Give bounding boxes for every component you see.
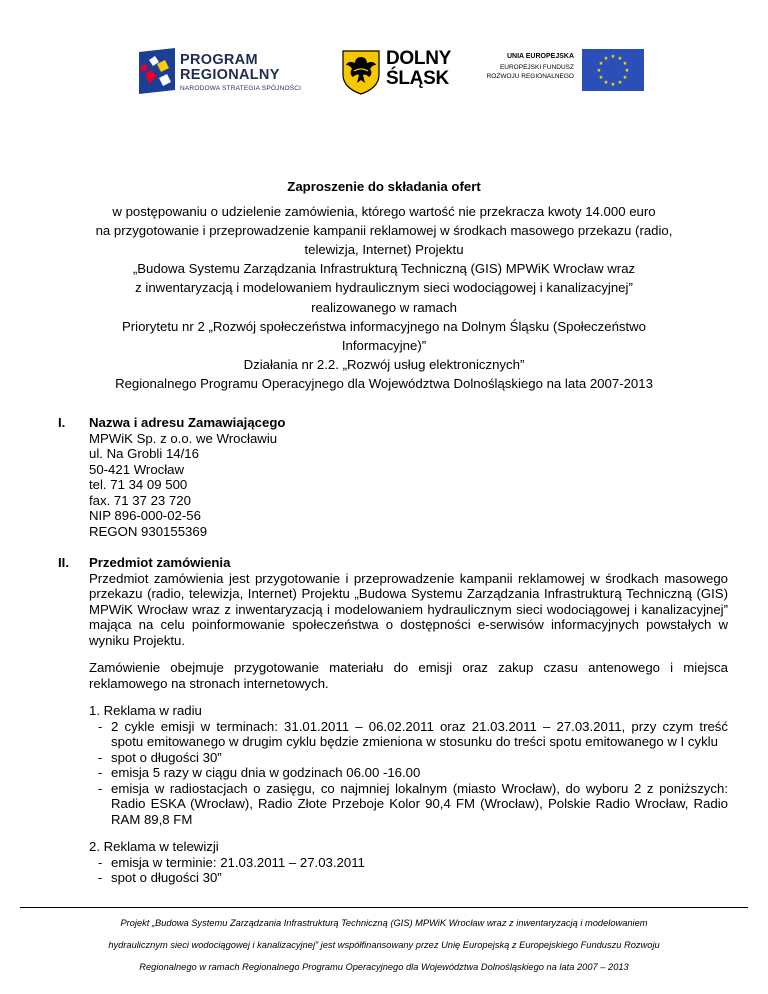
list-item: [89, 703, 728, 827]
strategia-text: NARODOWA STRATEGIA SPÓJNOŚCI: [180, 85, 302, 92]
section-title: Przedmiot zamówienia: [89, 555, 231, 570]
regionalny-text: REGIONALNY: [180, 67, 280, 83]
section-number: II.: [58, 555, 69, 570]
svg-text:★: ★: [624, 68, 630, 74]
footer-line: Regionalnego w ramach Regionalnego Programu Operacyjnego dla Województwa Dolnośląskiego na lata 2007 – 2013: [139, 962, 629, 972]
program-regionalny-emblem-icon: [135, 46, 179, 98]
footer-divider: [20, 907, 748, 908]
requirements-list: [89, 703, 728, 886]
eu-flag-icon: [582, 49, 644, 91]
program-text: PROGRAM: [180, 52, 258, 68]
fundusz-text: EUROPEJSKI FUNDUSZ: [499, 64, 574, 71]
svg-text:★: ★: [598, 75, 604, 81]
paragraph: Zamówienie obejmuje przygotowanie materiału do emisji oraz zakup czasu antenowego i miejsca reklamowego na stronach internetowych.: [89, 660, 728, 691]
address-line: REGON 930155369: [89, 523, 208, 539]
svg-text:★: ★: [598, 61, 604, 67]
footer: [20, 912, 748, 978]
dolny-slask-eagle-shield-icon: [340, 49, 382, 95]
dash-item: - spot o długości 30”: [98, 750, 728, 766]
svg-text:★: ★: [603, 80, 609, 86]
unia-europejska-logo: [484, 49, 644, 95]
section-title: Nazwa i adresu Zamawiającego: [89, 415, 286, 430]
rozwoju-text: ROZWOJU REGIONALNEGO: [486, 73, 574, 80]
dash-list: [98, 855, 728, 886]
title-line: realizowanego w ramach: [311, 299, 457, 315]
address-line: fax. 71 37 23 720: [89, 492, 191, 508]
svg-text:★: ★: [617, 80, 623, 86]
address-line: 50-421 Wrocław: [89, 461, 185, 477]
address-block: [89, 431, 728, 540]
title-block: [60, 177, 708, 393]
section-przedmiot: [58, 555, 728, 886]
title-line: na przygotowanie i przeprowadzenie kampanii reklamowej w środkach masowego przekazu (radio,: [95, 223, 673, 239]
list-item-title: 1. Reklama w radiu: [89, 703, 202, 718]
title-line: Działania nr 2.2. „Rozwój usług elektronicznych”: [243, 356, 525, 372]
dash-item: - emisja w radiostacjach o zasięgu, co najmniej lokalnym (miasto Wrocław), do wyboru 2 z poniższych: Radio ESKA (Wrocław), Radio Złote Przeboje Kolor 90,4 FM (Wrocław), Polskie Radio Wrocław, Radio RAM 89,8 FM: [98, 781, 728, 828]
title-line: Priorytetu nr 2 „Rozwój społeczeństwa informacyjnego na Dolnym Śląsku (Społeczeństwo: [121, 318, 647, 334]
list-item: [89, 839, 728, 886]
svg-text:★: ★: [610, 54, 616, 60]
title-line: „Budowa Systemu Zarządzania Infrastrukturą Techniczną (GIS) MPWiK Wrocław wraz: [132, 261, 636, 277]
title-line: telewizja, Internet) Projektu: [304, 242, 464, 258]
unia-text: UNIA EUROPEJSKA: [506, 53, 574, 60]
svg-text:★: ★: [610, 82, 616, 88]
address-line: tel. 71 34 09 500: [89, 477, 188, 492]
dash-list: [98, 719, 728, 828]
paragraph: Przedmiot zamówienia jest przygotowanie i przeprowadzenie kampanii reklamowej w środkach masowego przekazu (radio, telewizja, Internet) Projektu „Budowa Systemu Zarządzania Infrastrukturą Techniczną (GIS) MPWiK Wrocław wraz z inwentaryzacją i modelowaniem hydraulicznym sieci wodociągowej i kanalizacyjnej” mająca na celu poinformowanie społeczeństwa o dostępności e-serwisów informacyjnych powstałych w wyniku Projektu.: [89, 570, 728, 648]
svg-text:★: ★: [622, 75, 628, 81]
svg-text:★: ★: [622, 61, 628, 67]
address-line: ul. Na Grobli 14/16: [89, 446, 199, 461]
dolny-slask-logo: [340, 49, 460, 97]
svg-text:★: ★: [596, 68, 602, 74]
dash-item: - spot o długości 30”: [98, 870, 728, 886]
title-line: w postępowaniu o udzielenie zamówienia, którego wartość nie przekracza kwoty 14.000 euro: [112, 204, 656, 220]
footer-line: hydraulicznym sieci wodociągowej i kanalizacyjnej” jest współfinansowany przez Unię Europejską z Europejskiego Funduszu Rozwoju: [108, 940, 660, 950]
svg-text:★: ★: [617, 56, 623, 62]
list-item-title: 2. Reklama w telewizji: [89, 839, 219, 854]
title-line: Informacyjne)”: [341, 337, 427, 353]
dash-item: - emisja 5 razy w ciągu dnia w godzinach 06.00 -16.00: [98, 765, 728, 781]
title-line: z inwentaryzacją i modelowaniem hydraulicznym sieci wodociągowej i kanalizacyjnej”: [135, 280, 633, 296]
address-line: NIP 896-000-02-56: [89, 508, 201, 523]
section-zamawiajacy: [58, 415, 728, 539]
section-number: I.: [58, 415, 66, 430]
document-heading: Zaproszenie do składania ofert: [287, 179, 481, 194]
dash-item: - emisja w terminie: 21.03.2011 – 27.03.2011: [98, 855, 728, 871]
program-regionalny-logo: [135, 46, 325, 98]
dolny-text: DOLNY: [386, 48, 452, 69]
header-logos: [0, 44, 768, 100]
address-line: MPWiK Sp. z o.o. we Wrocławiu: [89, 430, 278, 446]
svg-text:★: ★: [603, 56, 609, 62]
footer-line: Projekt „Budowa Systemu Zarządzania Infrastrukturą Techniczną (GIS) MPWiK Wrocław wraz z inwentaryzacją i modelowaniem: [120, 918, 648, 928]
slask-text: ŚLĄSK: [386, 68, 449, 89]
dash-item: - 2 cykle emisji w terminach: 31.01.2011 – 06.02.2011 oraz 21.03.2011 – 27.03.2011, przy czym treść spotu emitowanego w drugim cyklu będzie zmieniona w stosunku do treści spotu emitowanego w I cyklu: [98, 719, 728, 750]
title-line: Regionalnego Programu Operacyjnego dla Województwa Dolnośląskiego na lata 2007-2013: [115, 375, 653, 391]
